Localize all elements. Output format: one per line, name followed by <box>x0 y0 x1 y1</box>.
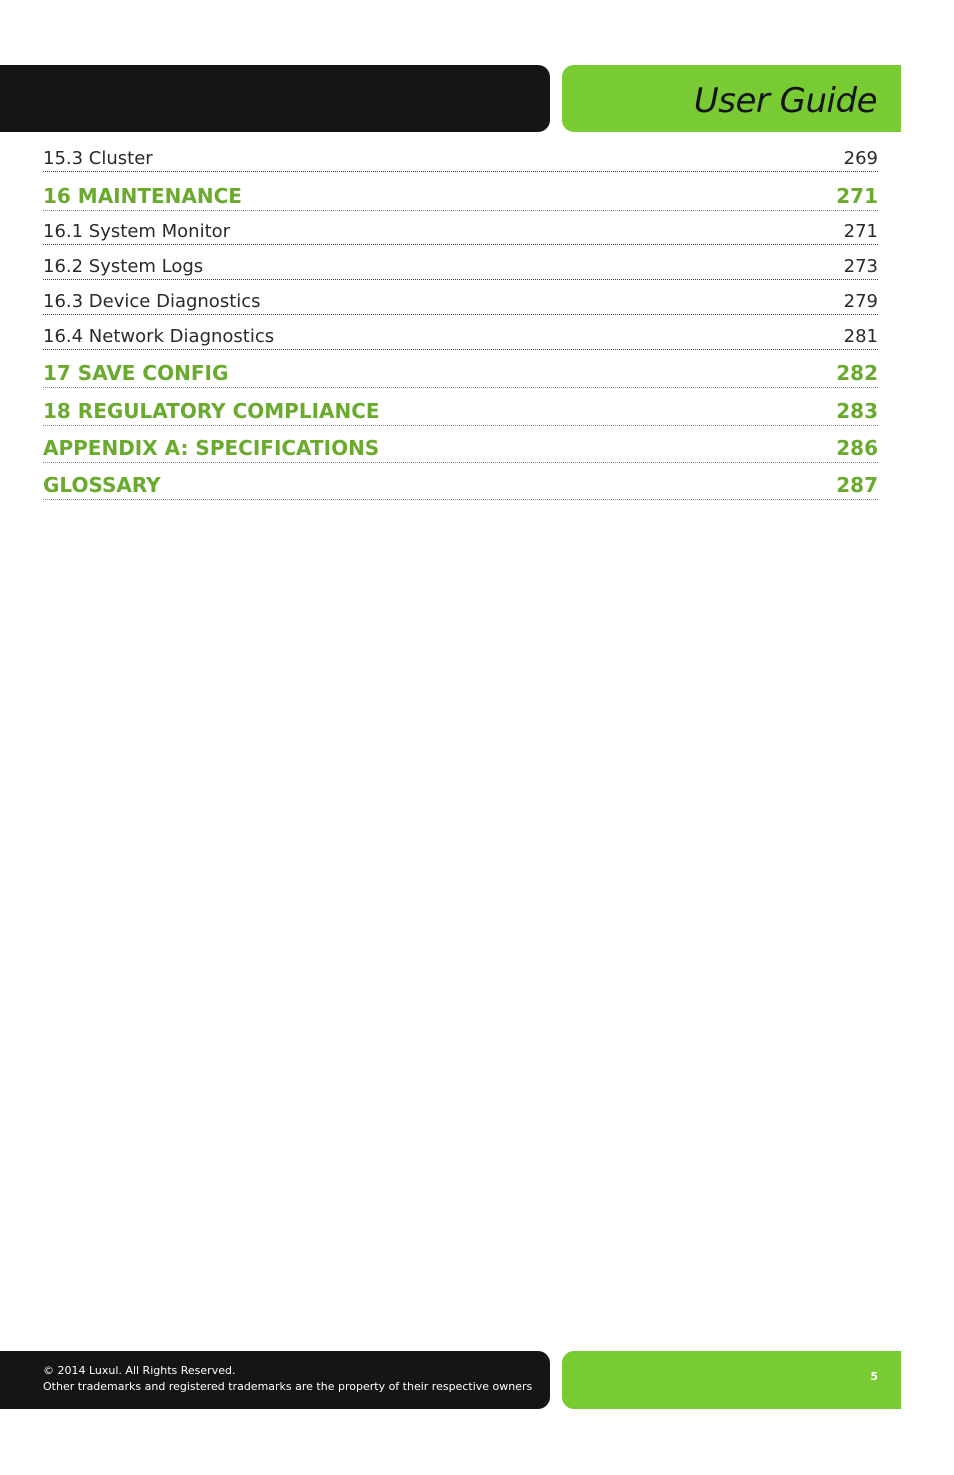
toc-entry-page: 273 <box>843 256 878 277</box>
toc-entry[interactable] <box>43 223 878 245</box>
toc-entry-page: 281 <box>843 326 878 347</box>
toc-entry-label: 16 MAINTENANCE <box>43 184 242 208</box>
toc-entry-page: 269 <box>843 148 878 169</box>
toc-entry-label: 16.2 System Logs <box>43 256 204 277</box>
toc-entry-label: 16.3 Device Diagnostics <box>43 291 261 312</box>
toc-entry-page: 283 <box>836 399 878 423</box>
toc-entry[interactable] <box>43 186 878 211</box>
toc-entry-label: APPENDIX A: SPECIFICATIONS <box>43 436 380 460</box>
toc-entry[interactable] <box>43 293 878 315</box>
toc-entry-page: 279 <box>843 291 878 312</box>
toc-entry-page: 282 <box>836 361 878 385</box>
footer-dark-bar <box>0 1351 550 1409</box>
header-green-bar <box>562 65 901 132</box>
toc-entry[interactable] <box>43 328 878 350</box>
toc-entry-label: 16.1 System Monitor <box>43 221 231 242</box>
toc-entry-page: 287 <box>836 473 878 497</box>
toc-entry-page: 271 <box>836 184 878 208</box>
toc-entry-label: 18 REGULATORY COMPLIANCE <box>43 399 380 423</box>
toc-entry-label: 17 SAVE CONFIG <box>43 361 229 385</box>
toc-entry[interactable] <box>43 475 878 500</box>
toc-entry[interactable] <box>43 401 878 426</box>
toc-entry[interactable] <box>43 363 878 388</box>
page-number: 5 <box>870 1370 878 1383</box>
toc-entry-label: 16.4 Network Diagnostics <box>43 326 275 347</box>
toc-entry-page: 271 <box>843 221 878 242</box>
toc-entry[interactable] <box>43 438 878 463</box>
toc-entry[interactable] <box>43 150 878 172</box>
copyright-text: © 2014 Luxul. All Rights Reserved. <box>43 1364 236 1377</box>
toc-entry-label: GLOSSARY <box>43 473 161 497</box>
toc-entry[interactable] <box>43 258 878 280</box>
toc-entry-label: 15.3 Cluster <box>43 148 153 169</box>
document-title: User Guide <box>693 81 877 121</box>
footer-legal <box>43 1363 532 1395</box>
header-dark-bar <box>0 65 550 132</box>
footer-green-bar <box>562 1351 901 1409</box>
toc-entry-page: 286 <box>836 436 878 460</box>
trademark-text: Other trademarks and registered trademarks are the property of their respective owners <box>43 1380 533 1393</box>
